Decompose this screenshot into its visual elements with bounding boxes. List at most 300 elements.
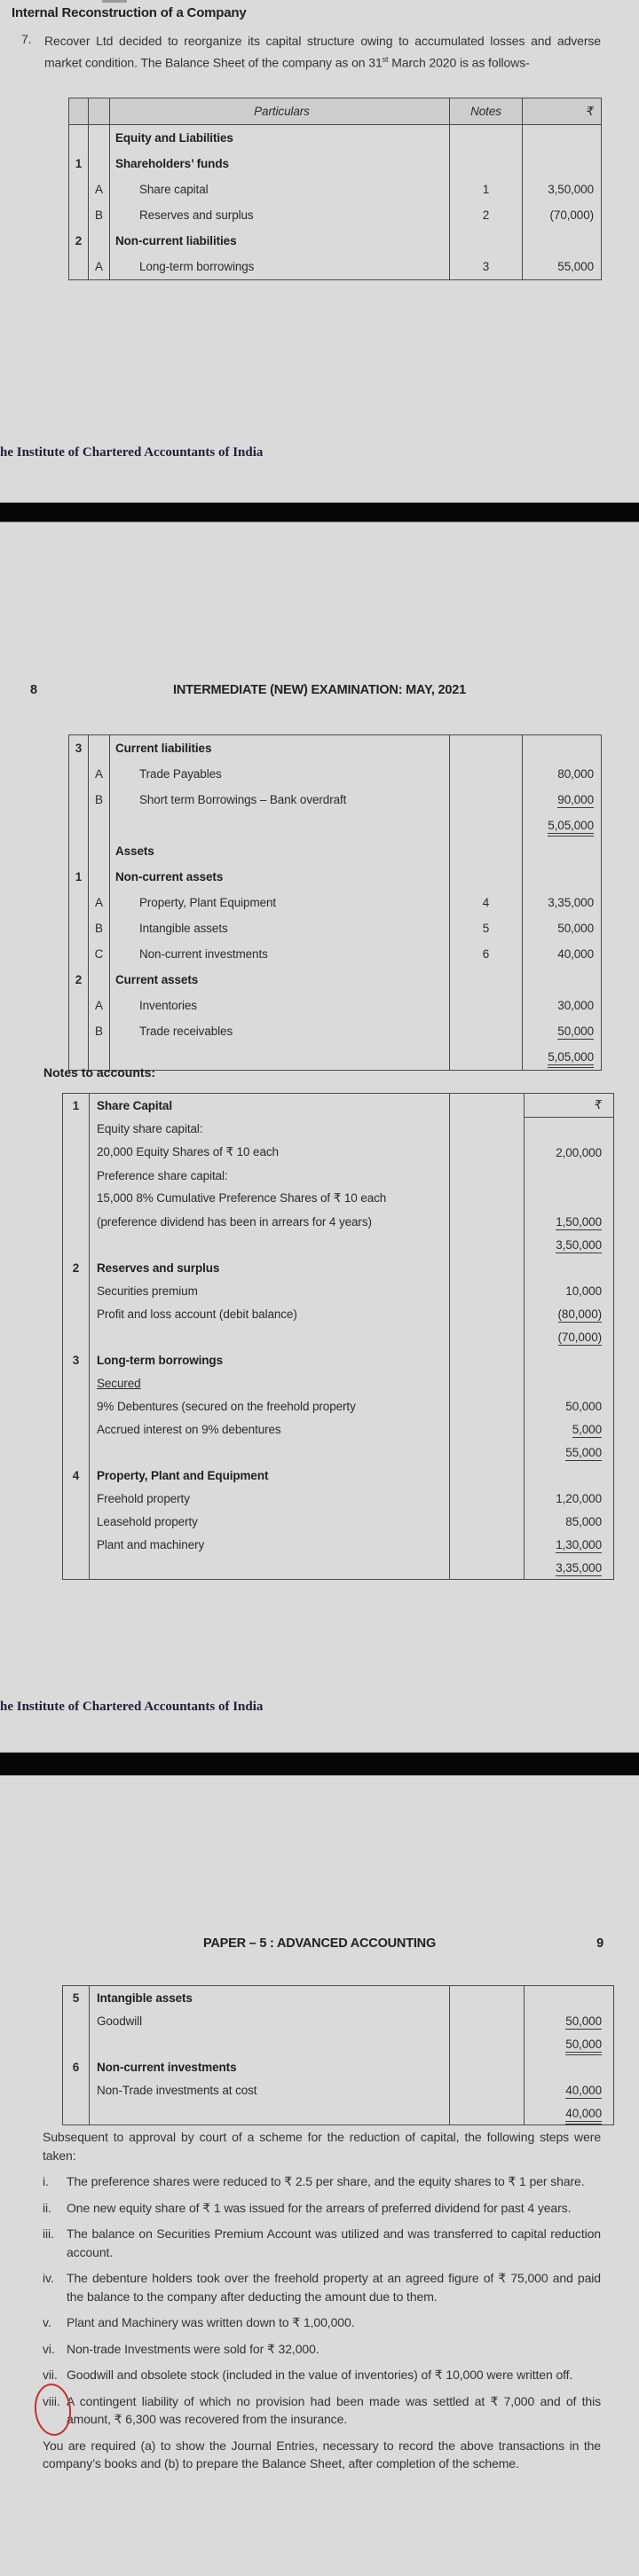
particulars-cell	[110, 787, 450, 813]
section-title: Internal Reconstruction of a Company	[12, 5, 247, 20]
note-number-cell	[63, 1302, 90, 1325]
particulars-cell	[110, 993, 450, 1018]
question-block	[21, 32, 603, 72]
step-number: vi.	[43, 2341, 55, 2356]
step-text: A contingent liability of which no provision had been made was settled at ₹ 7,000 and of this amount, ₹ 6,300 was recovered from the insurance.	[67, 2393, 601, 2426]
step-item	[43, 2340, 601, 2359]
note-ref-cell	[450, 941, 523, 967]
note-label-cell-text: Goodwill	[97, 2014, 142, 2028]
table-row	[69, 761, 602, 787]
blank-cell	[450, 1441, 525, 1464]
serial-cell	[69, 864, 89, 890]
header-cell-blank1	[69, 98, 89, 125]
step-number: ii.	[43, 2200, 51, 2215]
note-label-cell-text: Equity share capital:	[97, 1122, 203, 1136]
blank-cell	[450, 2055, 525, 2078]
particulars-cell-text: Trade receivables	[139, 1025, 233, 1038]
amount-cell	[523, 838, 602, 864]
serial-cell	[69, 125, 89, 152]
note-ref-cell	[450, 890, 523, 915]
note-number-cell	[63, 1094, 90, 1118]
note-ref-cell	[450, 1044, 523, 1071]
table-row	[69, 813, 602, 838]
amount-cell	[523, 254, 602, 280]
step-item	[43, 2225, 601, 2261]
amount-cell	[523, 890, 602, 915]
note-number-cell	[63, 1141, 90, 1164]
blank-cell	[450, 1325, 525, 1348]
step-text: Goodwill and obsolete stock (included in the value of inventories) of ₹ 10,000 were written off.	[67, 2368, 573, 2382]
step-number-circled: viii.	[43, 2392, 67, 2429]
note-label-cell	[90, 1141, 450, 1164]
table-row	[69, 125, 602, 152]
note-number-cell	[63, 1371, 90, 1394]
note-label-cell	[90, 1394, 450, 1418]
blank-cell	[450, 1302, 525, 1325]
amount-value: 40,000	[557, 947, 594, 961]
table-row	[69, 228, 602, 254]
blank-cell	[450, 1986, 525, 2010]
particulars-cell-text: Inventories	[139, 999, 197, 1012]
step-text: The preference shares were reduced to ₹ 2.5 per share, and the equity shares to ₹ 1 per share.	[67, 2174, 585, 2188]
amount-cell	[525, 1302, 614, 1325]
note-label-cell-text: Securities premium	[97, 1284, 198, 1298]
step-text: The debenture holders took over the freehold property at an agreed figure of ₹ 75,000 and paid the balance to the company after deducting the amount due to them.	[67, 2271, 601, 2304]
serial-cell	[69, 838, 89, 864]
particulars-cell-text: Non-current investments	[139, 947, 268, 961]
note-number-cell	[63, 1487, 90, 1510]
note-ref-cell-text: 5	[482, 922, 490, 935]
table-row	[69, 941, 602, 967]
note-label-cell-text: Preference share capital:	[97, 1168, 228, 1182]
amount-cell	[525, 1164, 614, 1187]
table-row	[63, 1210, 614, 1233]
step-item	[43, 2199, 601, 2218]
table-row	[63, 1418, 614, 1441]
amount-cell	[523, 761, 602, 787]
step-number: i.	[43, 2174, 49, 2188]
note-label-cell-text: Reserves and surplus	[97, 1261, 220, 1275]
serial-cell	[69, 993, 89, 1018]
note-number-cell	[63, 1418, 90, 1441]
amount-cell	[523, 967, 602, 993]
note-ref-cell	[450, 813, 523, 838]
note-label-cell	[90, 2055, 450, 2078]
amount-value: 3,35,000	[548, 896, 594, 909]
table-row	[63, 1510, 614, 1533]
table-row	[69, 735, 602, 762]
amount-cell	[523, 177, 602, 202]
step-item	[43, 2392, 601, 2429]
amount-cell	[523, 125, 602, 152]
serial-cell-text: 1	[75, 870, 83, 884]
subletter-cell-text: A	[95, 896, 103, 909]
balance-sheet-table	[68, 98, 602, 280]
note-label-cell	[90, 1233, 450, 1256]
note-label-cell-text: Non-Trade investments at cost	[97, 2083, 257, 2097]
amount-value: 1,50,000	[556, 1214, 602, 1229]
note-label-cell-text: Freehold property	[97, 1491, 190, 1505]
note-ref-cell	[450, 967, 523, 993]
table-row	[69, 993, 602, 1018]
blank-cell	[450, 2078, 525, 2101]
note-label-cell-text: 9% Debentures (secured on the freehold property	[97, 1399, 356, 1413]
note-number-cell	[63, 2009, 90, 2032]
blank-cell	[450, 1164, 525, 1187]
table-row	[63, 1556, 614, 1580]
closing-paragraph: You are required (a) to show the Journal Entries, necessary to record the above transactions in the company’s books and (b) to prepare the Balance Sheet, after completion of the scheme.	[43, 2438, 601, 2470]
serial-cell	[69, 813, 89, 838]
amount-value: 90,000	[557, 793, 594, 806]
amount-cell	[525, 1487, 614, 1510]
note-ref-cell-text: 2	[482, 208, 490, 222]
particulars-cell	[110, 125, 450, 152]
amount-value: 40,000	[565, 2107, 602, 2124]
blank-cell	[450, 2032, 525, 2055]
note-number-cell	[63, 2101, 90, 2125]
note-ref-cell-text: 3	[482, 260, 490, 273]
note-ref-cell	[450, 177, 523, 202]
subletter-cell-text: A	[95, 183, 103, 196]
note-label-cell-text: Leasehold property	[97, 1514, 198, 1528]
amount-cell	[523, 941, 602, 967]
table-row	[63, 2055, 614, 2078]
page3-header	[0, 1936, 639, 1951]
serial-cell	[69, 941, 89, 967]
subletter-cell	[89, 993, 110, 1018]
particulars-cell	[110, 967, 450, 993]
particulars-cell	[110, 813, 450, 838]
particulars-cell-text: Property, Plant Equipment	[139, 896, 277, 909]
note-number-cell-text: 1	[72, 1098, 80, 1112]
particulars-cell-text: Long-term borrowings	[139, 260, 255, 273]
table-row	[69, 787, 602, 813]
table-row	[63, 1487, 614, 1510]
amount-cell	[525, 1325, 614, 1348]
note-number-cell	[63, 1441, 90, 1464]
amount-value: 1,30,000	[556, 1537, 602, 1551]
amount-value: 50,000	[565, 2014, 602, 2028]
amount-value: 5,05,000	[548, 819, 594, 836]
serial-cell	[69, 735, 89, 762]
note-number-cell	[63, 1464, 90, 1487]
note-label-cell-text: (preference dividend has been in arrears for 4 years)	[97, 1214, 372, 1229]
amount-value: 40,000	[565, 2083, 602, 2097]
amount-cell	[525, 1394, 614, 1418]
note-label-cell	[90, 1187, 450, 1210]
scheme-intro-paragraph: Subsequent to approval by court of a scheme for the reduction of capital, the following steps were taken:	[43, 2130, 601, 2163]
page-number-right: 9	[596, 1936, 604, 1951]
amount-cell	[525, 1418, 614, 1441]
serial-cell-text: 3	[75, 742, 83, 755]
notes-continued-table	[62, 1985, 614, 2125]
note-label-cell	[90, 1164, 450, 1187]
subletter-cell	[89, 813, 110, 838]
amount-cell	[523, 915, 602, 941]
table-row	[69, 202, 602, 228]
subletter-cell	[89, 151, 110, 177]
table-row	[63, 2101, 614, 2125]
separator-bar	[0, 1752, 639, 1776]
subletter-cell	[89, 228, 110, 254]
particulars-cell-text: Intangible assets	[139, 922, 228, 935]
particulars-cell	[110, 177, 450, 202]
table-row	[63, 2009, 614, 2032]
particulars-cell-text: Shareholders’ funds	[115, 157, 229, 170]
header-cell-blank2	[89, 98, 110, 125]
amount-cell	[525, 1210, 614, 1233]
amount-cell	[525, 1348, 614, 1371]
table-row	[63, 1302, 614, 1325]
subletter-cell	[89, 838, 110, 864]
note-ref-cell	[450, 915, 523, 941]
amount-value: 85,000	[565, 1514, 602, 1528]
amount-value: 1,20,000	[556, 1491, 602, 1505]
separator-bar	[0, 502, 639, 522]
amount-value: 55,000	[565, 1445, 602, 1459]
table-row	[63, 1141, 614, 1164]
note-label-cell	[90, 1986, 450, 2010]
amount-cell	[525, 1187, 614, 1210]
blank-cell	[450, 1418, 525, 1441]
note-number-cell	[63, 1394, 90, 1418]
serial-cell-text: 2	[75, 234, 83, 247]
serial-cell	[69, 890, 89, 915]
blank-cell	[450, 1487, 525, 1510]
note-label-cell	[90, 1325, 450, 1348]
question-text	[44, 32, 601, 72]
amount-cell	[525, 1533, 614, 1556]
step-item	[43, 2313, 601, 2332]
note-ref-cell	[450, 735, 523, 762]
question-text-part2: March 2020 is as follows-	[388, 55, 530, 70]
serial-cell-text: 2	[75, 973, 83, 986]
particulars-cell-text: Non-current liabilities	[115, 234, 237, 247]
step-number: iv.	[43, 2271, 54, 2285]
serial-cell	[69, 1018, 89, 1044]
particulars-cell	[110, 890, 450, 915]
amount-value: 80,000	[557, 767, 594, 781]
amount-value: 50,000	[557, 922, 594, 935]
table-row	[63, 1094, 614, 1118]
table-row	[63, 1118, 614, 1142]
particulars-cell-text: Non-current assets	[115, 870, 224, 884]
note-label-cell-text: Accrued interest on 9% debentures	[97, 1422, 281, 1436]
table-row	[69, 838, 602, 864]
red-circle-annotation	[32, 2382, 74, 2438]
particulars-cell	[110, 151, 450, 177]
subletter-cell	[89, 787, 110, 813]
table-row	[63, 2078, 614, 2101]
subletter-cell	[89, 941, 110, 967]
note-label-cell-text: 15,000 8% Cumulative Preference Shares of ₹ 10 each	[97, 1191, 387, 1205]
note-ref-cell-text: 1	[482, 183, 490, 196]
page3-body	[43, 2128, 601, 2473]
note-ref-cell	[450, 125, 523, 152]
note-ref-cell	[450, 838, 523, 864]
blank-cell	[450, 2101, 525, 2125]
table-row	[63, 1233, 614, 1256]
note-number-cell	[63, 1325, 90, 1348]
note-number-cell	[63, 2078, 90, 2101]
note-number-cell-text: 3	[72, 1353, 80, 1367]
step-number: vii.	[43, 2368, 58, 2382]
particulars-cell-text: Trade Payables	[139, 767, 222, 781]
serial-cell	[69, 254, 89, 280]
note-ref-cell	[450, 202, 523, 228]
note-label-cell-text: Secured	[97, 1376, 141, 1390]
particulars-cell-text: Assets	[115, 844, 154, 858]
footer-text: he Institute of Chartered Accountants of India	[0, 1700, 264, 1714]
serial-cell	[69, 787, 89, 813]
table-row	[63, 1441, 614, 1464]
table-row	[63, 1187, 614, 1210]
subletter-cell	[89, 761, 110, 787]
note-label-cell	[90, 1256, 450, 1279]
subletter-cell	[89, 915, 110, 941]
table-row	[69, 890, 602, 915]
amount-value: (80,000)	[557, 1307, 602, 1321]
table-row	[63, 1279, 614, 1302]
particulars-cell	[110, 254, 450, 280]
amount-value: ₹	[594, 1098, 602, 1111]
table-row	[63, 1348, 614, 1371]
table-row	[69, 1018, 602, 1044]
amount-cell	[525, 2101, 614, 2125]
serial-cell	[69, 202, 89, 228]
amount-cell	[523, 813, 602, 838]
note-label-cell	[90, 1441, 450, 1464]
amount-cell	[523, 202, 602, 228]
page3-header-title: PAPER – 5 : ADVANCED ACCOUNTING	[202, 1936, 437, 1951]
amount-value: 50,000	[565, 2038, 602, 2055]
subletter-cell	[89, 1018, 110, 1044]
particulars-cell-text: Short term Borrowings – Bank overdraft	[139, 793, 347, 806]
amount-cell	[525, 2009, 614, 2032]
question-text-part1: Recover Ltd decided to reorganize its capital structure owing to accumulated losses and adverse market condition. The Balance Sheet of the company as on 31	[44, 34, 601, 70]
blank-cell	[450, 2009, 525, 2032]
subletter-cell	[89, 254, 110, 280]
note-label-cell-text: Profit and loss account (debit balance)	[97, 1307, 297, 1321]
subletter-cell-text: C	[94, 947, 104, 961]
blank-cell	[450, 1256, 525, 1279]
particulars-cell	[110, 915, 450, 941]
step-text: One new equity share of ₹ 1 was issued for the arrears of preferred dividend for past 4 years.	[67, 2200, 572, 2215]
serial-cell	[69, 151, 89, 177]
note-label-cell	[90, 2101, 450, 2125]
amount-value: 50,000	[565, 1399, 602, 1413]
note-number-cell	[63, 1210, 90, 1233]
question-number: 7.	[21, 32, 32, 46]
amount-cell	[525, 1371, 614, 1394]
note-label-cell	[90, 1210, 450, 1233]
blank-cell	[450, 1141, 525, 1164]
amount-cell	[523, 1018, 602, 1044]
table-row	[63, 1533, 614, 1556]
note-number-cell	[63, 1164, 90, 1187]
step-text: Non-trade Investments were sold for ₹ 32,000.	[67, 2341, 320, 2356]
step-number: v.	[43, 2315, 51, 2329]
table-row	[69, 915, 602, 941]
amount-cell	[525, 1986, 614, 2010]
amount-cell	[523, 787, 602, 813]
particulars-cell-text: Share capital	[139, 183, 209, 196]
amount-cell	[523, 735, 602, 762]
subletter-cell	[89, 864, 110, 890]
serial-cell	[69, 761, 89, 787]
note-ref-cell	[450, 151, 523, 177]
particulars-cell-text: Equity and Liabilities	[115, 131, 233, 145]
table-row	[63, 1371, 614, 1394]
note-label-cell-text: Non-current investments	[97, 2060, 237, 2074]
serial-cell	[69, 967, 89, 993]
particulars-cell	[110, 735, 450, 762]
blank-cell	[450, 1510, 525, 1533]
note-number-cell	[63, 1510, 90, 1533]
table-row	[63, 1256, 614, 1279]
step-item	[43, 2269, 601, 2305]
amount-cell	[525, 2032, 614, 2055]
blank-cell	[450, 1464, 525, 1487]
amount-value: (70,000)	[549, 208, 594, 222]
table-row	[69, 151, 602, 177]
amount-cell	[523, 228, 602, 254]
note-ref-cell	[450, 761, 523, 787]
subletter-cell	[89, 735, 110, 762]
step-item	[43, 2366, 601, 2384]
note-label-cell-text: Plant and machinery	[97, 1537, 205, 1551]
amount-cell	[523, 151, 602, 177]
note-label-cell	[90, 1279, 450, 1302]
note-label-cell	[90, 1464, 450, 1487]
amount-cell	[525, 1141, 614, 1164]
note-label-cell	[90, 1371, 450, 1394]
amount-value: 10,000	[565, 1284, 602, 1298]
note-number-cell	[63, 1118, 90, 1142]
note-label-cell	[90, 1118, 450, 1142]
subletter-cell-text: B	[95, 1025, 103, 1038]
amount-cell	[523, 993, 602, 1018]
note-number-cell-text: 4	[72, 1468, 80, 1482]
serial-cell	[69, 228, 89, 254]
note-ref-cell	[450, 1018, 523, 1044]
amount-value: 5,000	[572, 1422, 602, 1436]
note-label-cell	[90, 1094, 450, 1118]
table-row	[69, 177, 602, 202]
step-number: iii.	[43, 2227, 54, 2241]
note-label-cell-text: Long-term borrowings	[97, 1353, 223, 1367]
note-number-cell-text: 5	[72, 1991, 80, 2005]
blank-cell	[450, 1394, 525, 1418]
note-ref-cell-text: 4	[482, 896, 490, 909]
note-number-cell-text: 2	[72, 1261, 80, 1275]
amount-value: 2,00,000	[556, 1145, 602, 1159]
amount-cell	[525, 2055, 614, 2078]
note-ref-cell	[450, 228, 523, 254]
balance-sheet-continued-table	[68, 734, 602, 1071]
subletter-cell-text: A	[95, 999, 103, 1012]
step-text: Plant and Machinery was written down to ₹ 1,00,000.	[67, 2315, 355, 2329]
footer-text: he Institute of Chartered Accountants of India	[0, 445, 264, 459]
note-number-cell	[63, 1187, 90, 1210]
particulars-cell	[110, 228, 450, 254]
amount-value: 55,000	[557, 260, 594, 273]
amount-cell	[523, 1044, 602, 1071]
steps-list	[43, 2172, 601, 2429]
blank-cell	[450, 1187, 525, 1210]
note-number-cell	[63, 1986, 90, 2010]
particulars-cell	[110, 838, 450, 864]
